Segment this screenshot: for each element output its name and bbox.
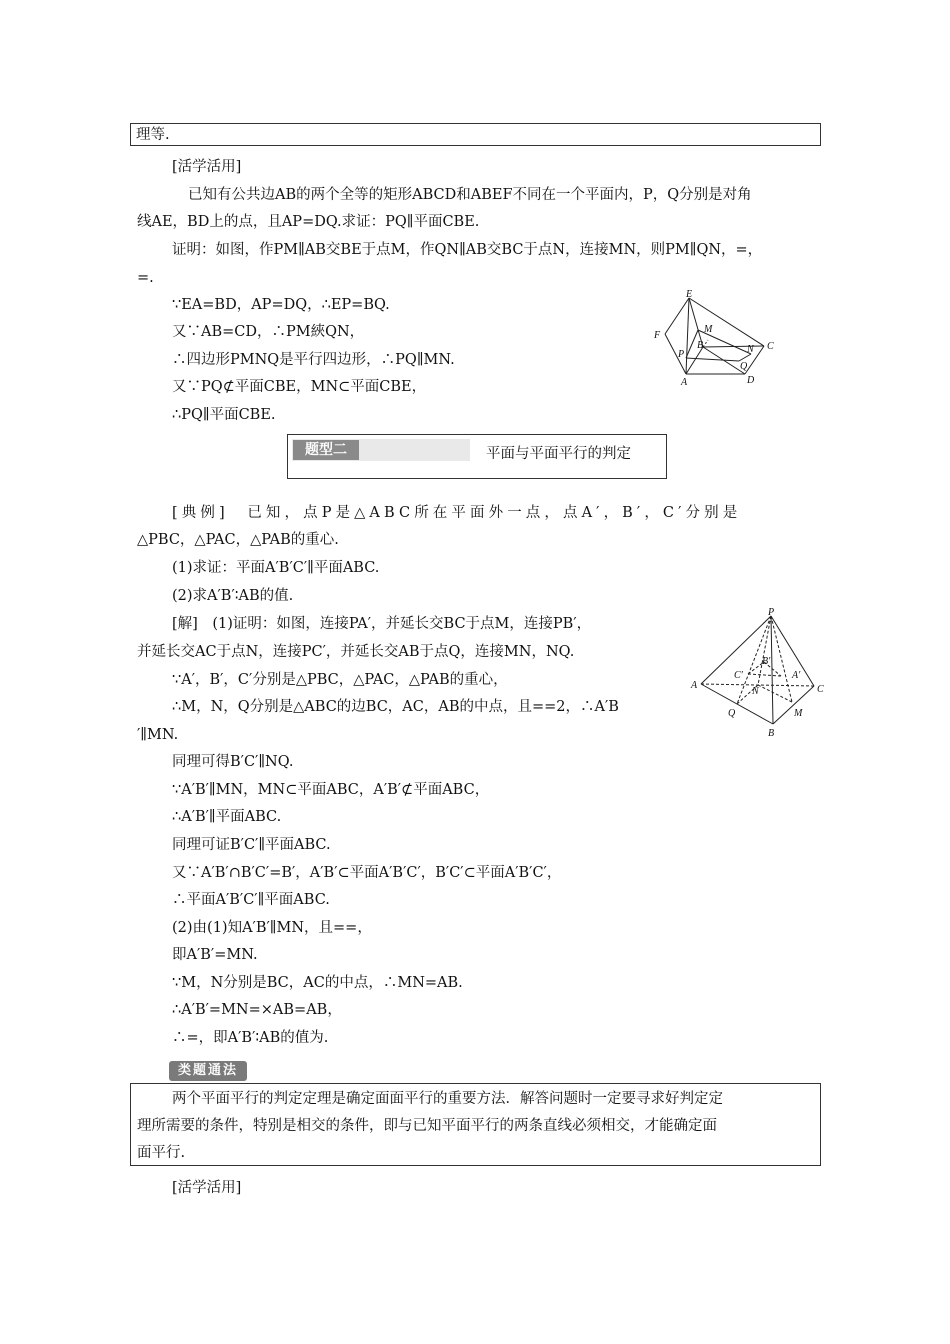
example-line: [典例] 已知，点P是△ABC所在平面外一点，点A′，B′，C′分别是 bbox=[172, 505, 742, 521]
fig1-label: D bbox=[747, 375, 755, 386]
tetrahedron-figure bbox=[686, 606, 832, 738]
fig1-label: F bbox=[654, 330, 661, 341]
example-line: ∵M，N分别是BC，AC的中点，∴MN=AB. bbox=[172, 975, 463, 991]
fig1-label: Q bbox=[740, 361, 748, 372]
fig1-label: E bbox=[686, 290, 693, 300]
section1-heading: [活学活用] bbox=[172, 159, 242, 175]
fig2-label: C′ bbox=[734, 670, 743, 681]
top-note-text: 理等. bbox=[136, 127, 170, 143]
fig2-label: M bbox=[794, 708, 803, 719]
fig2-label: P bbox=[768, 607, 775, 618]
fig1-label: A bbox=[681, 377, 688, 388]
fig2-label: N bbox=[752, 686, 759, 697]
example-line: ∴平面A′B′C′∥平面ABC. bbox=[172, 892, 330, 908]
example-line: 即A′B′=MN. bbox=[172, 947, 258, 963]
example-line: ∴=，即A′B′∶AB的值为. bbox=[172, 1030, 329, 1046]
summary-line: 两个平面平行的判定定理是确定面面平行的重要方法．解答问题时一定要寻求好判定定 bbox=[172, 1091, 723, 1107]
example-line: 又∵A′B′∩B′C′=B′，A′B′⊂平面A′B′C′，B′C′⊂平面A′B′C′， bbox=[172, 865, 562, 881]
top-note-box bbox=[130, 123, 821, 146]
fig2-label: A bbox=[691, 680, 698, 691]
fig2-label: C bbox=[817, 684, 824, 695]
fig1-label: C bbox=[767, 341, 774, 352]
section2-heading: [活学活用] bbox=[172, 1180, 242, 1196]
summary-line: 面平行. bbox=[137, 1145, 186, 1161]
fig1-label: P bbox=[678, 349, 685, 360]
fig2-label: Q bbox=[728, 708, 736, 719]
summary-line: 理所需要的条件，特别是相交的条件，即与已知平面平行的两条直线必须相交，才能确定面 bbox=[137, 1118, 717, 1134]
example-line: 并延长交AC于点N，连接PC′，并延长交AB于点Q，连接MN，NQ. bbox=[137, 644, 575, 660]
fig1-label: N bbox=[747, 344, 754, 355]
fig2-label: A′ bbox=[792, 670, 801, 681]
example-line: 同理可得B′C′∥NQ. bbox=[172, 754, 294, 770]
section1-line: 线AE，BD上的点，且AP=DQ.求证：PQ∥平面CBE. bbox=[137, 214, 480, 230]
fig1-label: B bbox=[697, 340, 704, 351]
section1-line: ∴四边形PMNQ是平行四边形，∴PQ∥MN. bbox=[172, 352, 455, 368]
example-line: (1)求证：平面A′B′C′∥平面ABC. bbox=[172, 560, 380, 576]
summary-box bbox=[130, 1083, 821, 1166]
summary-badge: 类题通法 bbox=[169, 1061, 247, 1081]
section1-line: 又∵PQ⊄平面CBE，MN⊂平面CBE， bbox=[172, 379, 427, 395]
example-line: △PBC，△PAC，△PAB的重心. bbox=[137, 532, 339, 548]
type-tag: 题型二 bbox=[293, 440, 359, 460]
fig2-label: B′ bbox=[762, 656, 771, 667]
section1-line: 又∵AB=CD，∴PM綊QN， bbox=[172, 324, 365, 340]
example-line: ∴A′B′∥平面ABC. bbox=[172, 809, 282, 825]
example-line: ∵A′，B′，C′分别是△PBC，△PAC，△PAB的重心， bbox=[172, 672, 508, 688]
section1-line: 证明：如图，作PM∥AB交BE于点M，作QN∥AB交BC于点N，连接MN，则PM∥QN，=， bbox=[172, 242, 763, 258]
type-title: 平面与平面平行的判定 bbox=[486, 446, 631, 462]
example-line: ∵A′B′∥MN，MN⊂平面ABC，A′B′⊄平面ABC， bbox=[172, 782, 490, 798]
type-tag-bar bbox=[292, 439, 470, 461]
fig2-label: B bbox=[768, 728, 775, 738]
example-line: [解] (1)证明：如图，连接PA′，并延长交BC于点M，连接PB′， bbox=[172, 616, 592, 632]
question-type-box bbox=[287, 434, 667, 479]
example-line: ∴A′B′=MN=×AB=AB， bbox=[172, 1002, 342, 1018]
example-line: 同理可证B′C′∥平面ABC. bbox=[172, 837, 331, 853]
rectangles-figure bbox=[648, 290, 788, 390]
section1-line: =. bbox=[137, 270, 154, 286]
section1-line: 已知有公共边AB的两个全等的矩形ABCD和ABEF不同在一个平面内，P，Q分别是对角 bbox=[188, 187, 752, 203]
fig1-label: M bbox=[704, 324, 713, 335]
example-line: (2)由(1)知A′B′∥MN，且==， bbox=[172, 920, 372, 936]
section1-line: ∴PQ∥平面CBE. bbox=[172, 407, 276, 423]
example-line: ′∥MN. bbox=[137, 727, 179, 743]
example-line: ∴M，N，Q分别是△ABC的边BC，AC，AB的中点，且==2，∴A′B bbox=[172, 699, 619, 715]
section1-line: ∵EA=BD，AP=DQ，∴EP=BQ. bbox=[172, 297, 390, 313]
example-line: (2)求A′B′∶AB的值. bbox=[172, 588, 294, 604]
